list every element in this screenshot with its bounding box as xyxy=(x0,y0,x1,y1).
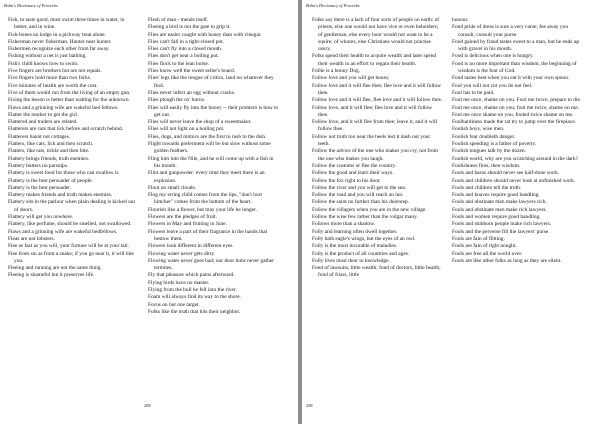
proverb-entry: Flatterers are cats that lick before and scratch behind. xyxy=(8,126,124,133)
text-column-1 xyxy=(8,17,139,280)
proverb-entry: Flattery is the best persuader. xyxy=(8,184,72,191)
page-number: 208 xyxy=(306,403,313,408)
proverb-entry: Foolish tongues talk by the dozen. xyxy=(452,148,526,155)
proverb-entry: Flies never infect an egg without cracks. xyxy=(148,89,236,96)
proverb-entry: Follow love, and it will flee; flee love and it will follow thee. xyxy=(312,104,433,118)
proverb-entry: Flatterers haunt not cottages. xyxy=(8,133,71,140)
proverb-entry: Fish's child knows how to swim. xyxy=(8,60,79,67)
proverb-entry: Flaws and a grinning wife are wakeful bed fellows. xyxy=(8,104,119,111)
proverb-entry: Fools and children tell the truth. xyxy=(452,184,522,191)
proverb-entry: Flowers are the pledges of fruit. xyxy=(148,214,217,221)
proverb-entry: Fly that pleasure which pains afterward. xyxy=(148,272,235,279)
proverb-entry: Flowers look different in different eyes. xyxy=(148,243,234,250)
proverb-entry: Flies will not light on a boiling pot. xyxy=(148,126,225,133)
proverb-entry: Flies, dogs, and mimics are the first to rush to the dish. xyxy=(148,133,267,140)
proverb-entry: Flattery will get you nowhere. xyxy=(8,214,74,221)
proverb-entry: Fleeing and running are not the same thing. xyxy=(8,265,102,272)
proverb-entry: Five fingers hold more than two forks. xyxy=(8,75,92,82)
proverb-entry: Fools and obstinate men make rich lawyers. xyxy=(452,206,547,213)
proverb-entry: Follie is a bonny Dog. xyxy=(312,68,361,75)
proverb-entry: Flattery sits in the parlour when plain dealing is kicked out of doors. xyxy=(8,199,135,213)
proverb-entry: Flattery is the best persuader of people. xyxy=(8,177,93,184)
proverb-entry: Flying from the bull he fell into the river. xyxy=(148,286,237,293)
proverb-entry: Flattery brings friends, truth enemies. xyxy=(8,155,90,162)
proverb-entry: Folks say there is a lack of four sorts of people on earth: of priests, else one would not have vice or even beholders; of gentleman, else every boor would not want to be a squire; of whores, else Christians would not practise usury. xyxy=(312,17,440,53)
proverb-entry: Fool me once, shame on you. Fool me twice, prepare to die. xyxy=(452,97,582,104)
proverb-entry: Flourish like a flower, but may your life be longer. xyxy=(148,206,257,213)
page-header: Bohn's Dictionary of Proverbs xyxy=(306,3,360,8)
proverb-entry: Follows more than a shadow. xyxy=(312,221,375,228)
proverb-entry: Flies will easily fly into the honey -- their problem is how to get out. xyxy=(148,104,279,118)
proverb-entry: Fool you will not cut you do not feel. xyxy=(452,82,533,89)
proverb-entry: Flies are easier caught with honey than with vinegar. xyxy=(148,31,262,38)
proverb-entry: Flies can't fly into a closed mouth. xyxy=(148,46,223,53)
proverb-entry: Flowing water never gets dirty. xyxy=(148,250,216,257)
proverb-entry: Five of them would run from the living of an empty gun. xyxy=(8,89,131,96)
proverb-entry: Fisherman never fisherman. Hunter near hunter. xyxy=(8,38,112,45)
proverb-entry: Flaws and a grinning wife are wakeful bedfellows. xyxy=(8,228,118,235)
proverb-entry: Follow not truth too near the heels lest it dash out your teeth. xyxy=(312,133,431,148)
proverb-entry: honour. xyxy=(452,17,469,23)
proverb-entry: Fools and stubborn people make rich lawyers. xyxy=(452,221,552,228)
proverb-entry: Fish-bones no lodge in a pickway treat alone. xyxy=(8,31,106,38)
text-column-2 xyxy=(452,17,583,265)
proverb-entry: Follow the road and you will reach an inn. xyxy=(312,192,404,199)
proverb-entry: Foolishness fires, then wisdom. xyxy=(452,162,521,169)
proverb-entry: Follow the good and learn their ways. xyxy=(312,170,394,177)
right-page xyxy=(302,0,600,424)
proverb-entry: Fools are like other folks as long as they are silent. xyxy=(452,257,562,264)
proverb-entry: Follow the saint no further than his doorstep. xyxy=(312,199,410,206)
proverb-entry: Food is delicious when one is hungry. xyxy=(452,53,534,60)
proverb-entry: Flattery, like perfume, should be smelled, not swallowed. xyxy=(8,221,132,228)
proverb-entry: Flesh of man - mends itself. xyxy=(148,17,209,23)
proverb-entry: Five fingers are brothers but are not equals. xyxy=(8,68,102,75)
page-number: 208 xyxy=(144,403,151,408)
proverb-entry: Fools are fain of flitting. xyxy=(452,235,505,242)
proverb-entry: Fools and barns should never see half-done work. xyxy=(452,170,560,177)
proverb-entry: Foolish boys, wise men. xyxy=(452,126,505,133)
proverb-entry: Follow the fox right to his door. xyxy=(312,177,381,184)
proverb-entry: Focus on but one target. xyxy=(148,301,200,308)
proverb-entry: Flout on small clouds. xyxy=(148,184,196,191)
proverb-entry: Fool has to be paid. xyxy=(452,89,495,96)
text-column-1 xyxy=(312,17,443,280)
proverb-entry: Foolish world, why are you scratching around in the dark? xyxy=(452,155,579,162)
proverb-entry: Foolhardiness made the rat try to jump over the fireplace. xyxy=(452,119,576,126)
proverb-entry: Flowers in May and fruiting in June. xyxy=(148,221,227,228)
left-page xyxy=(0,0,298,424)
proverb-entry: Flee as fast as you will, your fortune will be at your tail. xyxy=(8,243,129,250)
proverb-entry: Flog my erring child comes from the lips, "don't hurt him/her" comes from the bottom of the heart. xyxy=(148,192,262,206)
proverb-entry: Flatters, like rats, tickle and then bite. xyxy=(8,148,90,155)
proverb-entry: Follow love and you will get honey. xyxy=(312,75,390,82)
proverb-entry: Fishing without a net is just bathing. xyxy=(8,53,87,60)
proverb-entry: Fishermen recognize each other from far away. xyxy=(8,46,110,53)
proverb-entry: Flattery butters no parsnips. xyxy=(8,162,69,169)
proverb-entry: Five minutes of health are worth the cost. xyxy=(8,82,98,89)
proverb-entry: Flee from sin as from a snake; if you go near it, it will bite you. xyxy=(8,250,134,264)
proverb-entry: Flies' legs like the tongue of critics, land on whatever they find. xyxy=(148,75,274,89)
proverb-entry: Flattery makes friends and truth makes enemies. xyxy=(8,192,113,199)
proverb-entry: Fond of lawsuits, little wealth; fond of doctors, little health; fond of friars, little xyxy=(312,265,441,279)
proverb-entry: Follow love, and it will flee from thee; leave it, and it will follow thee. xyxy=(312,119,438,133)
page-header: Bohn's Dictionary of Proverbs xyxy=(4,3,58,8)
proverb-entry: Follow the advice of the one who makes you cry, not from the one who makes you laugh. xyxy=(312,148,439,162)
proverb-entry: Flowers leave a part of their fragrance in the hands that bestow them. xyxy=(148,228,268,242)
proverb-entry: Flint and gunpowder: every time they meet there is an explosion. xyxy=(148,170,265,184)
proverb-entry: Fools and obstinate men make lawyers rich. xyxy=(452,199,547,206)
proverb-entry: Folks like the truth that hits their neighbor. xyxy=(148,308,241,315)
proverb-entry: Follow the river and you will get to the sea. xyxy=(312,184,407,191)
proverb-entry: Fleeing a bird is not the gate to grip it. xyxy=(148,24,231,31)
proverb-entry: Foam will always find its way to the shore. xyxy=(148,294,241,301)
proverb-entry: Flowing water never goes bad; our door hubs never gather termites. xyxy=(148,257,274,272)
proverb-entry: Folks spend their health to acquire wealth and later spend their wealth in an effort to regain their health. xyxy=(312,53,437,67)
proverb-entry: Flies know well the sweet seller's board. xyxy=(148,68,236,75)
proverb-entry: Flies plough the ox' horns. xyxy=(148,97,206,104)
proverb-entry: Follow love and it will flee thee; flee love and it will follow thee. xyxy=(312,82,442,96)
proverb-entry: Food is no more important than wisdom, the beginning of wisdom is the fear of God. xyxy=(452,60,577,75)
proverb-entry: Fools and the perverse fill the lawyers' purse. xyxy=(452,228,550,235)
proverb-entry: Fling him into the Nile, and he will come up with a fish in his mouth. xyxy=(148,155,274,169)
proverb-entry: Foolish spending is a father of poverty. xyxy=(452,141,537,148)
proverb-entry: Follow love and it will flee, flee love and it will follow thee. xyxy=(312,97,443,104)
proverb-entry: Flattered and traders are related. xyxy=(8,119,78,126)
proverb-entry: Folly and learning often dwell together. xyxy=(312,228,398,235)
proverb-entry: Fixing the lesson is better than waiting for the unknown. xyxy=(8,97,130,104)
proverb-entry: Flattery is sweet food for those who can swallow it. xyxy=(8,170,120,177)
proverb-entry: Food gained by fraud tastes sweet to a man, but he ends up with gravel in his mouth. xyxy=(452,38,580,53)
proverb-entry: Follow the villagers when you are in the new village. xyxy=(312,206,427,213)
proverb-entry: Folly hath eagle's wings, but the eyes of an owl. xyxy=(312,235,416,242)
proverb-entry: Folly is the most incurable of maladies. xyxy=(312,243,398,250)
proverb-entry: Fool me once, shame on you; fool me twice, shame on me. xyxy=(452,104,579,111)
proverb-entry: Folly lives most door to knowledge. xyxy=(312,257,390,264)
proverb-entry: Folly is the product of all countries and ages. xyxy=(312,250,410,257)
proverb-entry: Fools and children should never look at unfinished work. xyxy=(452,177,576,184)
proverb-entry: Flies will never leave the shop of a sweetmaker. xyxy=(148,119,252,126)
proverb-entry: Follow the customs or flee the country. xyxy=(312,162,397,169)
proverb-entry: Fools and knaves require good handling. xyxy=(452,192,540,199)
proverb-entry: Flies don't get near a boiling pot. xyxy=(148,53,219,60)
proverb-entry: Flies can't fall in a tight-closed pot. xyxy=(148,38,224,45)
proverb-entry: Flies flock to the lean horse. xyxy=(148,60,210,67)
proverb-entry: Food tastes best when you eat it with your own spoon. xyxy=(452,75,570,82)
proverb-entry: Fleeing is shameful but it preserves life. xyxy=(8,272,95,279)
proverb-entry: Foolish fear doubleth danger. xyxy=(452,133,516,140)
proverb-entry: Fleas are not lobsters. xyxy=(8,235,56,242)
proverb-entry: Flatter the mother to get the girl. xyxy=(8,111,79,118)
proverb-entry: Fool me once shame on you, fooled twice shame on me. xyxy=(452,111,574,118)
proverb-entry: Fools and women require good handling. xyxy=(452,214,541,221)
proverb-entry: Fish, to taste good, must swim three times in water, in butter, and in wine. xyxy=(8,17,125,31)
text-column-2 xyxy=(148,17,279,316)
proverb-entry: Follow the wise few rather than the vulgar many. xyxy=(312,214,418,221)
proverb-entry: Fools are fain of right nought. xyxy=(452,243,517,250)
proverb-entry: Fools are free all the world over. xyxy=(452,250,523,257)
proverb-entry: Flying birds have no master. xyxy=(148,279,210,286)
proverb-entry: Flatters, like cats, lick and then scratch. xyxy=(8,141,94,148)
proverb-entry: Fond pride of dress is sure a very curse; fee away you consult, consult your purse. xyxy=(452,24,569,38)
proverb-entry: Flight towards preferment will be but slow without some golden feathers. xyxy=(148,141,271,155)
